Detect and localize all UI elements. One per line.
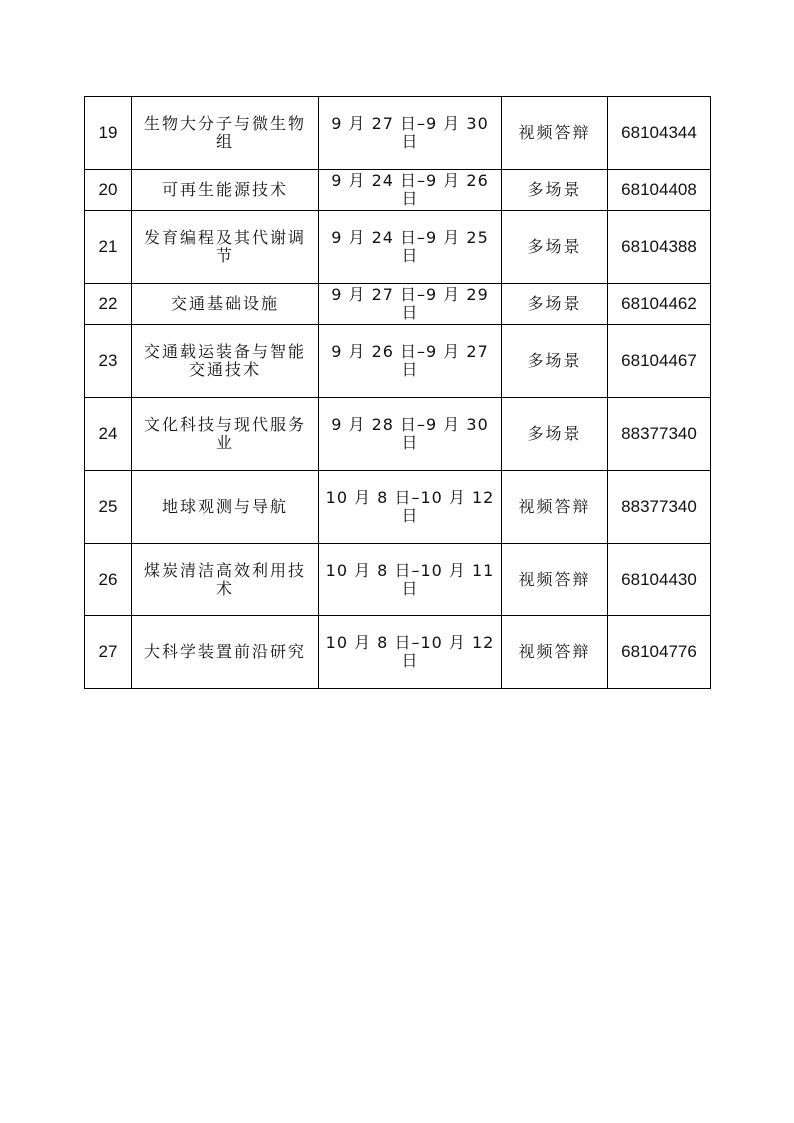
table-row	[85, 325, 711, 398]
field-name: 煤炭清洁高效利用技术	[132, 544, 319, 616]
row-number: 20	[85, 170, 132, 211]
field-name: 文化科技与现代服务业	[132, 398, 319, 471]
review-mode: 视频答辩	[502, 616, 608, 689]
table-row	[85, 170, 711, 211]
field-name: 地球观测与导航	[132, 471, 319, 544]
table-row	[85, 211, 711, 284]
review-mode: 视频答辩	[502, 471, 608, 544]
field-name: 发育编程及其代谢调节	[132, 211, 319, 284]
field-name: 大科学装置前沿研究	[132, 616, 319, 689]
field-name: 可再生能源技术	[132, 170, 319, 211]
review-date: 10 月 8 日–10 月 12 日	[319, 616, 502, 689]
table-row	[85, 97, 711, 170]
contact-phone: 68104408	[608, 170, 711, 211]
contact-phone: 88377340	[608, 471, 711, 544]
row-number: 27	[85, 616, 132, 689]
contact-phone: 68104388	[608, 211, 711, 284]
contact-phone: 68104430	[608, 544, 711, 616]
review-date: 9 月 24 日–9 月 26 日	[319, 170, 502, 211]
review-mode: 多场景	[502, 325, 608, 398]
row-number: 25	[85, 471, 132, 544]
contact-phone: 68104467	[608, 325, 711, 398]
field-name: 交通基础设施	[132, 284, 319, 325]
table-row	[85, 398, 711, 471]
review-date: 9 月 26 日–9 月 27 日	[319, 325, 502, 398]
review-mode: 多场景	[502, 211, 608, 284]
review-date: 9 月 27 日–9 月 29 日	[319, 284, 502, 325]
contact-phone: 68104462	[608, 284, 711, 325]
row-number: 22	[85, 284, 132, 325]
review-date: 9 月 27 日–9 月 30 日	[319, 97, 502, 170]
contact-phone: 68104344	[608, 97, 711, 170]
review-date: 9 月 24 日–9 月 25 日	[319, 211, 502, 284]
field-name: 交通载运装备与智能交通技术	[132, 325, 319, 398]
review-date: 9 月 28 日–9 月 30 日	[319, 398, 502, 471]
review-date: 10 月 8 日–10 月 12 日	[319, 471, 502, 544]
row-number: 24	[85, 398, 132, 471]
review-mode: 视频答辩	[502, 544, 608, 616]
row-number: 23	[85, 325, 132, 398]
table-row	[85, 471, 711, 544]
row-number: 26	[85, 544, 132, 616]
schedule-table	[84, 96, 711, 689]
review-mode: 多场景	[502, 284, 608, 325]
review-mode: 视频答辩	[502, 97, 608, 170]
row-number: 19	[85, 97, 132, 170]
row-number: 21	[85, 211, 132, 284]
table-row	[85, 616, 711, 689]
contact-phone: 88377340	[608, 398, 711, 471]
table-row	[85, 284, 711, 325]
table-row	[85, 544, 711, 616]
review-mode: 多场景	[502, 398, 608, 471]
review-date: 10 月 8 日–10 月 11 日	[319, 544, 502, 616]
field-name: 生物大分子与微生物组	[132, 97, 319, 170]
contact-phone: 68104776	[608, 616, 711, 689]
review-mode: 多场景	[502, 170, 608, 211]
